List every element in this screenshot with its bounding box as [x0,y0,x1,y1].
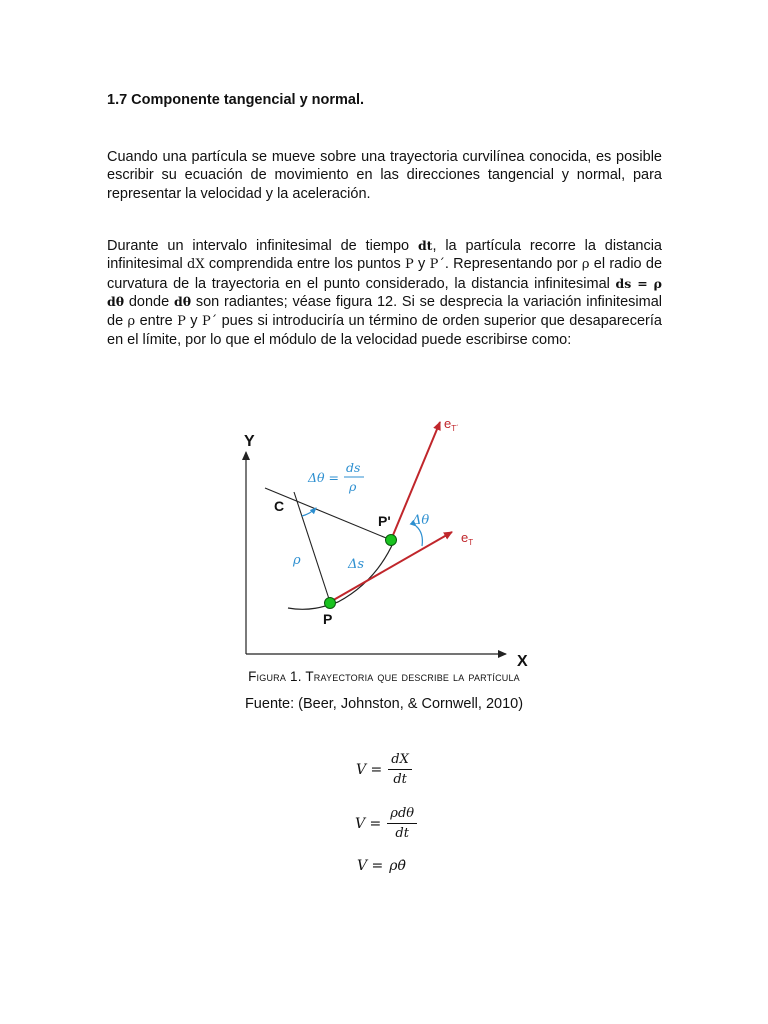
y-axis-label: Y [244,433,255,450]
math-p: P [405,257,414,273]
text-run: donde [124,294,174,311]
math-rho: ρ [581,257,590,273]
math-p-prime: P´ [429,257,445,273]
rho-label: ρ [293,553,301,568]
point-c-label: C [274,498,285,514]
equation-fraction [388,752,412,787]
delta-theta-label: Δθ [412,513,430,528]
et-subscript: T [468,538,474,547]
math-dx: dX [187,257,205,273]
equation-fraction [387,806,417,841]
et-prime-letter: e [444,416,452,431]
text-run: son radiantes; véase figura 12. Si se desprecia la variación infinitesimal de [107,294,662,329]
point-p-prime-marker [386,535,397,546]
angle-arc-c [302,508,316,516]
x-axis-label: X [517,653,528,670]
text-run: el radio de curvatura de la trayectoria en el punto considerado, la distancia infinitesimal [107,256,663,292]
math-dtheta: dθ [173,294,192,310]
delta-theta-equation-lhs: Δθ = [308,470,339,485]
paragraph-velocity [107,237,662,349]
point-p-prime-label: P' [378,513,391,529]
text-run: . Representando por [444,256,582,273]
et-prime-subscript: T´ [451,424,459,433]
math-dt: dt [417,238,433,253]
delta-theta-equation-den: ρ [349,479,357,494]
text-run: pues si introduciría un término de orden superior que desaparecería en el límite, por lo que el módulo de la velocidad puede escribirse como: [107,312,662,349]
radius-line-p-prime [265,488,391,540]
delta-s-label: Δs [348,557,365,572]
figure-source: Fuente: (Beer, Johnston, & Cornwell, 2010) [244,696,524,712]
text-run: Durante un intervalo infinitesimal de tiempo [107,238,418,254]
section-title: 1.7 Componente tangencial y normal. [107,92,365,108]
radius-line-p [294,492,330,602]
equation-lhs: V = [357,858,384,874]
equation-numerator: dX [388,752,412,770]
equation-denominator: dt [393,772,407,787]
delta-theta-equation-num: ds [346,460,361,475]
math-ds-equation: ds = ρ dθ [107,275,662,310]
paragraph-intro: Cuando una partícula se mueve sobre una trayectoria curvilínea conocida, es posible escribir su ecuación de movimiento en las direcciones tangencial y normal, para representar la velocidad y la aceleración. [107,149,662,202]
et-label [461,530,473,547]
angle-arc-p-prime [416,526,422,546]
et-letter: e [461,530,469,545]
math-rho: ρ [127,313,136,329]
point-p-label: P [323,611,333,627]
figure-caption: Figura 1. Trayectoria que describe la partícula [248,669,520,684]
equation-velocity-rho-theta-dot [357,858,406,874]
equation-rhs: ρθ̇ [389,858,406,874]
trajectory-diagram [236,408,556,676]
text-run: , la partícula recorre la distancia infinitesimal [107,238,663,273]
equation-velocity-rho-dtheta [355,806,417,841]
equation-lhs: V = [356,761,383,778]
equation-velocity-dx-dt [356,752,412,787]
equation-numerator: ρdθ [387,806,417,824]
et-prime-label [444,416,459,433]
text-run: comprendida entre los puntos [204,256,406,273]
math-p: P [177,313,186,329]
text-run: y [413,256,430,273]
point-p-marker [325,598,336,609]
math-p-prime: P´ [201,313,218,329]
text-run: y [185,312,202,329]
text-run: entre [135,312,178,329]
trajectory-figure [236,408,556,676]
equation-lhs: V = [355,815,382,832]
equation-denominator: dt [395,826,409,841]
